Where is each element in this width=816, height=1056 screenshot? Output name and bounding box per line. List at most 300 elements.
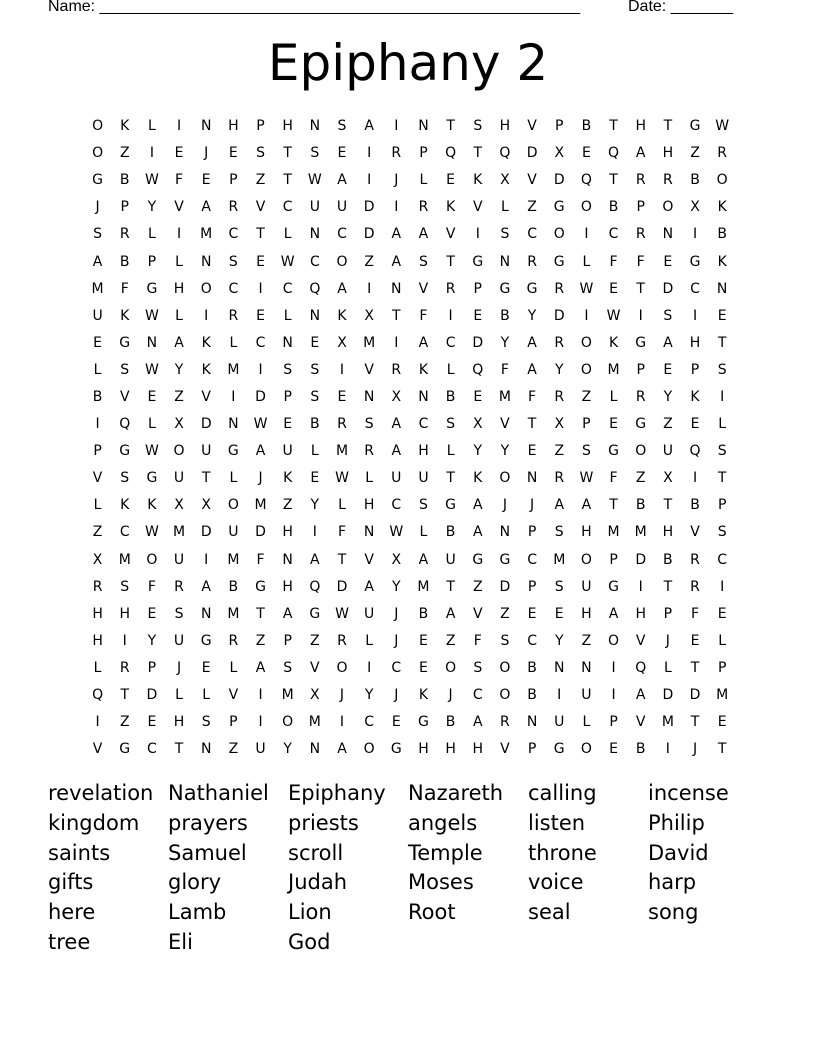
grid-row [84,248,736,275]
grid-letter: S [554,578,564,595]
grid-letter: E [93,334,102,351]
grid-letter: Z [228,741,239,758]
grid-letter: I [692,226,698,243]
grid-letter: G [635,334,647,351]
grid-letter: C [717,551,728,568]
grid-letter: A [391,226,402,243]
grid-letter: M [716,687,729,704]
word-list-item: Nathaniel [168,781,269,805]
grid-letter: Z [500,605,510,622]
grid-letter: E [310,334,320,351]
grid-letter: N [146,334,158,351]
grid-letter: Z [92,524,103,541]
grid-letter: R [500,714,510,731]
grid-letter: V [310,659,320,676]
grid-letter: N [363,524,375,541]
grid-letter: H [282,524,293,541]
grid-letter: L [175,307,183,324]
grid-letter: T [201,470,211,487]
grid-row [84,167,736,194]
grid-letter: K [446,199,456,216]
grid-letter: L [718,416,727,433]
grid-letter: P [283,388,292,405]
grid-letter: F [120,280,129,297]
grid-letter: H [499,118,511,135]
grid-letter: J [394,172,399,189]
grid-letter: P [609,714,618,731]
grid-letter: I [394,334,399,351]
grid-letter: L [229,334,238,351]
grid-letter: K [120,307,130,324]
grid-letter: A [418,551,429,568]
grid-row [84,357,736,384]
grid-row [84,194,736,221]
grid-letter: H [92,632,103,649]
grid-letter: F [419,307,428,324]
grid-letter: X [554,145,565,162]
word-list-item: Temple [408,840,483,865]
grid-letter: N [282,551,293,568]
grid-letter: R [337,416,347,433]
grid-letter: V [500,741,510,758]
grid-letter: Z [364,253,374,270]
word-list-item: Lamb [168,900,227,925]
grid-letter: N [309,307,321,324]
grid-letter: F [528,388,537,405]
grid-letter: H [662,524,674,541]
grid-letter: M [200,226,213,243]
grid-letter: A [527,334,537,351]
grid-letter: Z [527,199,537,216]
grid-letter: W [144,443,159,460]
grid-letter: S [120,470,130,487]
grid-letter: G [146,470,158,487]
grid-letter: S [663,307,673,324]
grid-letter: I [258,687,263,704]
grid-letter: C [282,199,293,216]
grid-letter: G [309,605,321,622]
word-list-item: Eli [168,929,193,954]
grid-letter: Y [147,632,157,649]
grid-letter: C [364,714,375,731]
grid-letter: N [282,334,293,351]
grid-letter: R [554,280,565,297]
grid-letter: B [581,118,592,135]
grid-letter: S [581,443,591,460]
word-list-item: incense [648,781,729,805]
grid-letter: S [174,605,184,622]
grid-letter: Z [255,632,266,649]
grid-letter: Y [392,578,401,595]
grid-letter: E [147,605,157,622]
word-list-item: Nazareth [408,781,504,805]
word-list-item: Philip [648,810,705,835]
word-list-item: Samuel [168,840,247,865]
grid-letter: Z [554,443,565,460]
grid-letter: I [204,307,209,324]
grid-letter: K [717,199,727,216]
grid-letter: Y [147,199,157,216]
grid-letter: V [418,280,429,297]
grid-letter: E [609,741,618,758]
word-list-item: Moses [408,870,474,895]
grid-letter: O [716,172,728,189]
grid-letter: E [147,714,157,731]
grid-letter: M [553,551,566,568]
grid-letter: P [147,659,157,676]
grid-letter: V [364,551,374,568]
grid-letter: H [282,118,293,135]
grid-letter: E [609,416,618,433]
grid-letter: J [394,632,399,649]
grid-letter: I [611,687,616,704]
grid-letter: T [446,118,455,135]
grid-letter: B [445,388,456,405]
grid-letter: U [201,443,212,460]
grid-letter: X [391,388,402,405]
grid-letter: W [144,524,159,541]
grid-letter: O [445,659,457,676]
grid-letter: G [472,253,484,270]
grid-letter: D [336,578,348,595]
word-list-item: listen [528,810,586,835]
grid-letter: G [390,741,402,758]
grid-letter: I [258,361,263,378]
grid-letter: R [119,226,130,243]
grid-letter: S [337,118,347,135]
grid-letter: I [367,659,372,676]
grid-letter: X [174,497,184,514]
grid-letter: E [283,416,293,433]
grid-letter: O [580,361,592,378]
grid-letter: T [609,497,618,514]
grid-letter: V [445,226,456,243]
grid-letter: J [204,145,209,162]
grid-letter: J [665,632,670,649]
grid-letter: C [228,280,239,297]
grid-letter: S [554,524,564,541]
grid-letter: P [527,741,537,758]
grid-letter: C [690,280,700,297]
grid-letter: D [662,687,674,704]
grid-letter: L [718,632,727,649]
grid-letter: G [200,632,212,649]
grid-row [84,276,736,303]
grid-letter: B [92,388,103,405]
grid-letter: N [499,524,511,541]
grid-letter: N [716,280,728,297]
grid-letter: P [229,714,238,731]
grid-letter: N [662,226,674,243]
grid-letter: L [283,307,292,324]
grid-letter: L [446,443,455,460]
grid-letter: Q [92,687,104,704]
grid-letter: H [689,334,701,351]
grid-letter: I [339,361,345,378]
grid-letter: Z [581,388,592,405]
grid-letter: Z [282,497,293,514]
grid-letter: O [499,659,511,676]
grid-letter: S [310,145,320,162]
grid-letter: T [609,172,618,189]
grid-letter: A [174,334,184,351]
grid-letter: X [337,334,347,351]
grid-letter: Q [635,659,647,676]
grid-letter: L [229,659,238,676]
grid-letter: H [418,443,429,460]
grid-letter: D [363,199,375,216]
grid-letter: O [92,118,104,135]
grid-letter: F [147,578,156,595]
grid-letter: O [553,226,565,243]
grid-letter: S [717,524,727,541]
grid-letter: B [500,307,510,324]
grid-letter: C [391,659,402,676]
grid-letter: W [144,307,159,324]
grid-row [84,709,736,736]
grid-letter: G [526,280,538,297]
grid-row [84,411,736,438]
grid-letter: A [92,253,103,270]
grid-letter: Z [119,145,130,162]
grid-letter: K [418,361,429,378]
grid-letter: M [227,361,240,378]
grid-letter: A [310,551,320,568]
grid-letter: M [118,551,131,568]
grid-letter: L [446,361,455,378]
grid-letter: A [201,578,211,595]
grid-letter: S [120,578,130,595]
grid-letter: O [92,145,104,162]
grid-letter: I [611,659,616,676]
grid-letter: N [228,416,239,433]
grid-letter: J [394,605,399,622]
grid-letter: L [365,470,374,487]
grid-letter: N [581,659,592,676]
grid-letter: A [364,118,374,135]
grid-letter: T [609,118,618,135]
grid-letter: U [173,470,185,487]
grid-letter: J [530,497,535,514]
grid-letter: G [418,714,429,731]
grid-letter: Y [554,632,564,649]
grid-letter: P [527,578,537,595]
grid-row [84,601,736,628]
grid-letter: R [554,334,565,351]
grid-letter: Y [663,388,673,405]
grid-letter: A [337,280,347,297]
grid-letter: L [582,714,591,731]
grid-letter: G [119,741,131,758]
grid-letter: L [501,199,509,216]
grid-letter: E [391,714,401,731]
word-list [48,778,788,957]
grid-row [84,465,736,492]
grid-letter: N [363,388,375,405]
grid-letter: C [608,226,619,243]
grid-letter: A [608,605,619,622]
grid-letter: P [256,118,265,135]
grid-letter: I [95,416,100,433]
grid-letter: P [609,551,618,568]
grid-letter: U [445,551,456,568]
grid-letter: W [280,253,295,270]
word-list-item: angels [408,810,478,835]
grid-letter: S [283,659,293,676]
word-list-item: tree [48,929,91,954]
grid-letter: A [418,334,429,351]
grid-letter: G [255,578,266,595]
grid-letter: Q [309,280,321,297]
grid-letter: V [690,524,700,541]
header [48,0,748,20]
grid-letter: O [173,443,185,460]
grid-letter: L [582,253,591,270]
grid-letter: V [228,687,239,704]
grid-letter: M [335,443,349,460]
grid-letter: E [690,416,700,433]
page-title: Epiphany 2 [267,34,549,92]
grid-letter: I [720,388,725,405]
grid-letter: R [554,470,565,487]
grid-letter: X [554,416,565,433]
grid-row [84,330,736,357]
grid-letter: H [418,741,429,758]
grid-letter: A [472,497,483,514]
grid-letter: S [419,253,428,270]
grid-letter: T [663,118,673,135]
grid-letter: V [527,172,537,189]
grid-letter: O [580,199,592,216]
grid-letter: T [337,551,347,568]
grid-letter: S [500,226,510,243]
grid-letter: X [201,497,211,514]
grid-letter: U [282,443,293,460]
grid-letter: T [663,578,673,595]
word-list-item: Judah [288,870,348,895]
word-list-item: God [288,929,331,954]
word-list-item: prayers [168,810,248,835]
grid-letter: D [255,388,266,405]
date-field-label: Date: _______ [628,0,733,15]
grid-letter: N [309,226,321,243]
grid-letter: U [581,578,592,595]
grid-letter: I [176,118,182,135]
grid-letter: S [120,361,130,378]
grid-letter: B [717,226,727,243]
grid-letter: N [200,605,212,622]
grid-letter: B [527,687,537,704]
grid-letter: L [175,687,183,704]
grid-letter: S [473,118,483,135]
grid-letter: A [418,226,429,243]
grid-letter: P [147,253,157,270]
grid-letter: J [502,497,507,514]
grid-letter: L [338,497,346,514]
grid-letter: K [608,334,619,351]
grid-letter: Z [635,470,646,487]
grid-letter: P [419,145,428,162]
grid-letter: E [201,172,211,189]
grid-letter: H [119,605,130,622]
grid-letter: D [472,334,484,351]
grid-letter: H [635,118,646,135]
grid-letter: Y [500,443,510,460]
grid-letter: W [144,361,159,378]
grid-letter: V [472,199,483,216]
grid-row [84,140,736,167]
grid-letter: W [579,280,594,297]
grid-letter: N [526,470,538,487]
grid-letter: Z [119,714,130,731]
grid-letter: Q [580,172,592,189]
grid-letter: G [146,280,158,297]
grid-letter: M [281,687,294,704]
grid-letter: J [258,470,263,487]
grid-letter: O [336,659,348,676]
grid-letter: V [500,416,510,433]
grid-letter: L [310,443,319,460]
grid-letter: B [119,172,130,189]
word-list-item: scroll [288,840,344,865]
grid-letter: H [581,605,592,622]
grid-letter: T [717,741,727,758]
grid-letter: R [174,578,184,595]
grid-letter: X [472,416,483,433]
grid-letter: R [119,659,130,676]
grid-letter: G [608,443,619,460]
grid-letter: O [580,741,592,758]
grid-letter: P [717,659,727,676]
grid-letter: R [445,280,456,297]
grid-letter: A [554,497,565,514]
grid-letter: G [472,551,484,568]
grid-letter: L [147,416,156,433]
grid-letter: R [554,388,565,405]
grid-letter: E [337,388,347,405]
grid-letter: A [391,443,402,460]
grid-letter: N [200,118,212,135]
grid-letter: C [527,551,537,568]
grid-letter: F [337,524,347,541]
grid-letter: N [309,741,321,758]
grid-letter: O [336,253,348,270]
grid-letter: M [417,578,430,595]
grid-letter: S [310,361,320,378]
grid-letter: P [690,361,700,378]
grid-letter: D [553,307,565,324]
grid-letter: O [499,687,511,704]
grid-letter: S [419,497,428,514]
grid-letter: M [227,605,240,622]
grid-letter: U [662,443,673,460]
grid-letter: M [173,524,186,541]
grid-letter: K [418,687,429,704]
grid-letter: D [526,145,538,162]
grid-row [84,736,736,763]
grid-letter: E [690,632,700,649]
word-list-item: harp [648,870,697,895]
grid-letter: T [256,605,265,622]
grid-letter: N [418,388,429,405]
grid-letter: A [337,172,347,189]
grid-letter: D [553,172,565,189]
grid-letter: E [147,388,157,405]
grid-letter: T [256,226,265,243]
grid-letter: I [557,687,562,704]
grid-letter: A [472,524,483,541]
grid-letter: N [200,741,212,758]
